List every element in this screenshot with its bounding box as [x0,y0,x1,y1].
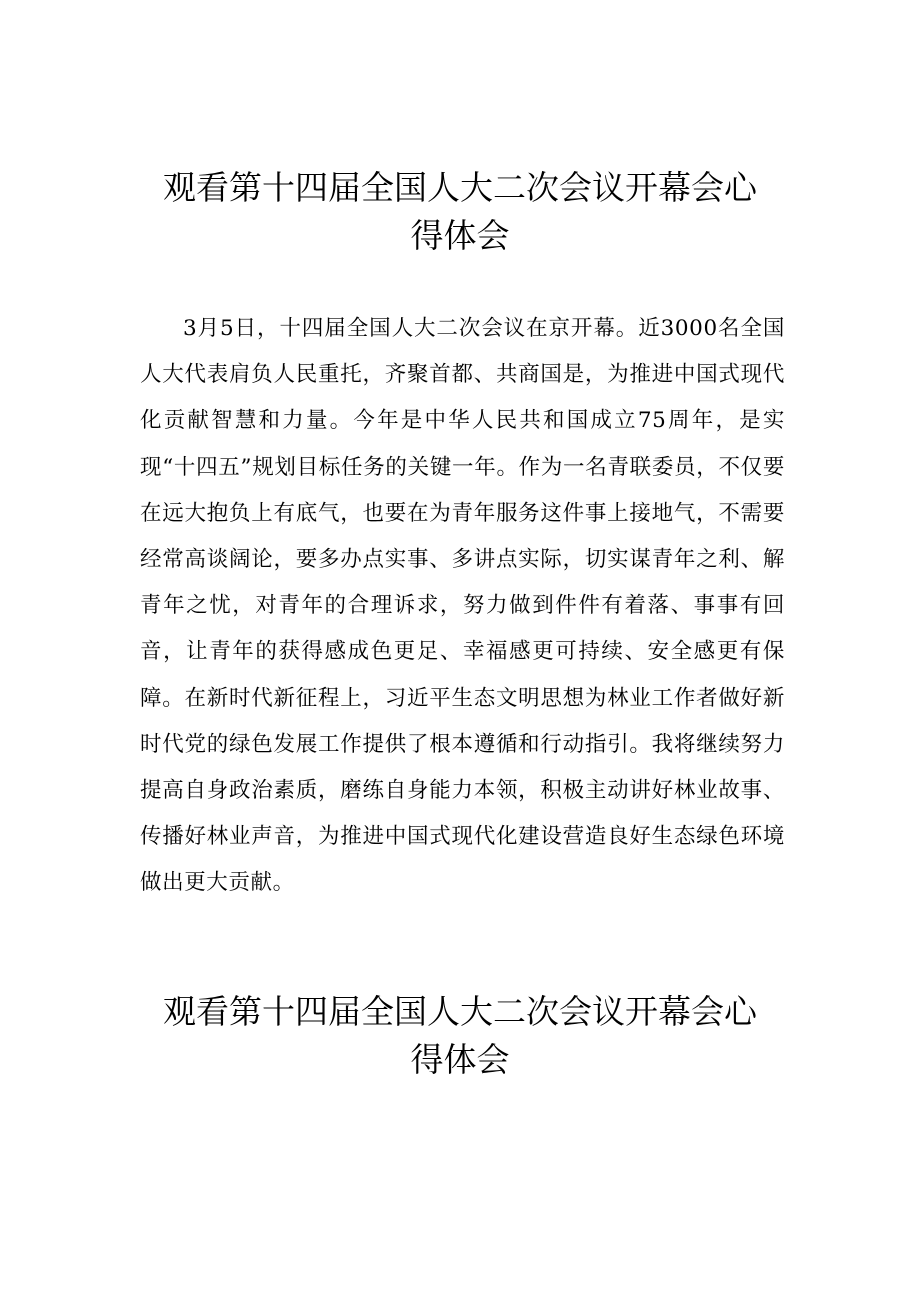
second-document-title [140,988,780,1084]
second-title-line-1: 观看第十四届全国人大二次会议开幕会心 [163,992,757,1031]
body-paragraph: 3月5日，十四届全国人大二次会议在京开幕。近3000名全国人大代表肩负人民重托，齐聚首都、共商国是，为推进中国式现代化贡献智慧和力量。今年是中华人民共和国成立75周年，是实现“十四五”规划目标任务的关键一年。作为一名青联委员，不仅要在远大抱负上有底气，也要在为青年服务这件事上接地气，不需要经常高谈阔论，要多办点实事、多讲点实际，切实谋青年之利、解青年之忧，对青年的合理诉求，努力做到件件有着落、事事有回音，让青年的获得感成色更足、幸福感更可持续、安全感更有保障。在新时代新征程上，习近平生态文明思想为林业工作者做好新时代党的绿色发展工作提供了根本遵循和行动指引。我将继续努力提高自身政治素质，磨练自身能力本领，积极主动讲好林业故事、传播好林业声音，为推进中国式现代化建设营造良好生态绿色环境做出更大贡献。 [140,316,785,896]
title-line-2: 得体会 [410,216,510,255]
second-title-line-2: 得体会 [410,1040,510,1079]
document-title [140,164,780,260]
title-line-1: 观看第十四届全国人大二次会议开幕会心 [163,168,757,207]
